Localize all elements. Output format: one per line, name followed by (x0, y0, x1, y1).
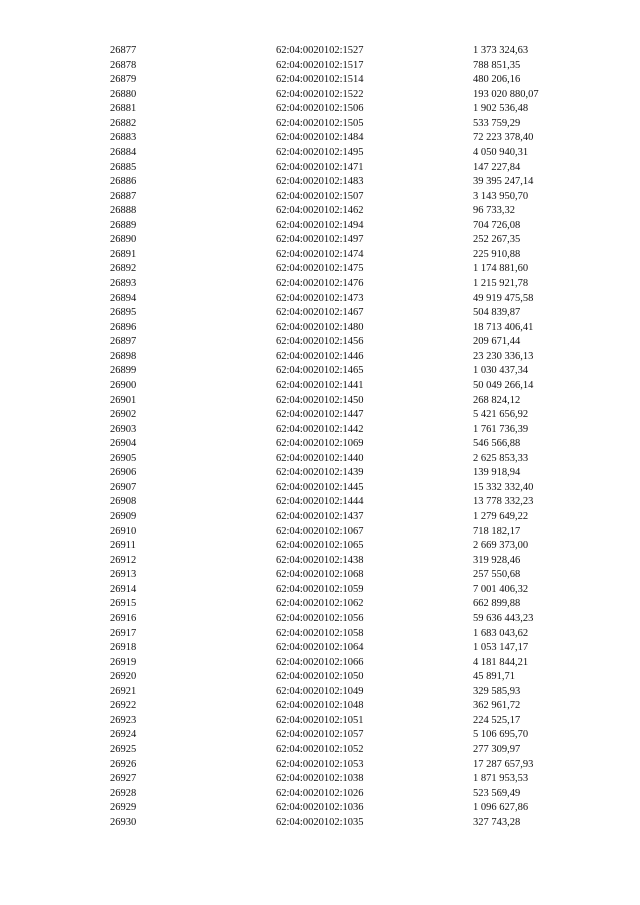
row-number-cell: 26900 (110, 379, 137, 391)
row-number-cell: 26882 (110, 117, 137, 129)
cadastral-value-cell: 23 230 336,13 (473, 350, 534, 362)
row-number-cell: 26920 (110, 671, 137, 683)
cadastral-number-cell: 62:04:0020102:1442 (276, 423, 364, 435)
row-number-cell: 26929 (110, 802, 137, 814)
table-row (110, 466, 593, 481)
row-number-cell: 26922 (110, 700, 137, 712)
cadastral-number-cell: 62:04:0020102:1048 (276, 700, 364, 712)
cadastral-value-cell: 5 106 695,70 (473, 729, 529, 741)
row-number-cell: 26910 (110, 525, 137, 537)
cadastral-value-cell: 1 096 627,86 (473, 802, 529, 814)
table-row (110, 335, 593, 350)
row-number-cell: 26930 (110, 816, 137, 828)
row-number-cell: 26889 (110, 219, 137, 231)
cadastral-number-cell: 62:04:0020102:1069 (276, 438, 364, 450)
cadastral-value-cell: 662 899,88 (473, 598, 521, 610)
table-row (110, 292, 593, 307)
row-number-cell: 26911 (110, 540, 136, 552)
row-number-cell: 26880 (110, 88, 137, 100)
cadastral-value-table (110, 44, 593, 830)
table-row (110, 597, 593, 612)
cadastral-value-cell: 72 223 378,40 (473, 132, 534, 144)
table-row (110, 627, 593, 642)
cadastral-number-cell: 62:04:0020102:1495 (276, 146, 364, 158)
cadastral-number-cell: 62:04:0020102:1440 (276, 452, 364, 464)
cadastral-value-cell: 2 625 853,33 (473, 452, 529, 464)
table-row (110, 481, 593, 496)
row-number-cell: 26912 (110, 554, 137, 566)
cadastral-value-cell: 1 030 437,34 (473, 365, 529, 377)
cadastral-number-cell: 62:04:0020102:1527 (276, 45, 364, 56)
cadastral-number-cell: 62:04:0020102:1057 (276, 729, 364, 741)
cadastral-number-cell: 62:04:0020102:1038 (276, 773, 364, 785)
cadastral-number-cell: 62:04:0020102:1474 (276, 248, 364, 260)
cadastral-value-cell: 1 174 881,60 (473, 263, 529, 275)
table-row (110, 59, 593, 74)
cadastral-value-cell: 327 743,28 (473, 816, 521, 828)
row-number-cell: 26902 (110, 409, 137, 421)
cadastral-number-cell: 62:04:0020102:1522 (276, 88, 364, 100)
cadastral-value-cell: 50 049 266,14 (473, 379, 534, 391)
cadastral-number-cell: 62:04:0020102:1056 (276, 612, 364, 624)
cadastral-number-cell: 62:04:0020102:1035 (276, 816, 364, 828)
table-row (110, 495, 593, 510)
table-row (110, 801, 593, 816)
cadastral-number-cell: 62:04:0020102:1450 (276, 394, 364, 406)
row-number-cell: 26887 (110, 190, 137, 202)
cadastral-value-cell: 59 636 443,23 (473, 612, 534, 624)
cadastral-value-cell: 4 181 844,21 (473, 656, 529, 668)
row-number-cell: 26881 (110, 103, 137, 115)
row-number-cell: 26898 (110, 350, 137, 362)
table-row (110, 321, 593, 336)
cadastral-number-cell: 62:04:0020102:1049 (276, 685, 364, 697)
table-row (110, 758, 593, 773)
cadastral-value-cell: 268 824,12 (473, 394, 521, 406)
cadastral-number-cell: 62:04:0020102:1439 (276, 467, 364, 479)
row-number-cell: 26913 (110, 569, 137, 581)
cadastral-number-cell: 62:04:0020102:1446 (276, 350, 364, 362)
cadastral-value-cell: 1 871 953,53 (473, 773, 529, 785)
row-number-cell: 26883 (110, 132, 137, 144)
cadastral-value-cell: 1 761 736,39 (473, 423, 529, 435)
row-number-cell: 26885 (110, 161, 137, 173)
cadastral-value-cell: 1 683 043,62 (473, 627, 529, 639)
cadastral-value-cell: 45 891,71 (473, 671, 515, 683)
cadastral-number-cell: 62:04:0020102:1497 (276, 234, 364, 246)
cadastral-number-cell: 62:04:0020102:1447 (276, 409, 364, 421)
cadastral-value-cell: 49 919 475,58 (473, 292, 534, 304)
cadastral-value-cell: 523 569,49 (473, 787, 521, 799)
cadastral-value-cell: 18 713 406,41 (473, 321, 534, 333)
cadastral-value-cell: 17 287 657,93 (473, 758, 534, 770)
row-number-cell: 26897 (110, 336, 137, 348)
row-number-cell: 26906 (110, 467, 137, 479)
cadastral-value-cell: 13 778 332,23 (473, 496, 534, 508)
cadastral-value-cell: 1 279 649,22 (473, 511, 529, 522)
table-row (110, 350, 593, 365)
cadastral-value-cell: 546 566,88 (473, 438, 521, 450)
row-number-cell: 26899 (110, 365, 137, 377)
table-row (110, 612, 593, 627)
row-number-cell: 26919 (110, 656, 137, 668)
row-number-cell: 26923 (110, 714, 137, 726)
row-number-cell: 26893 (110, 278, 137, 289)
table-row (110, 714, 593, 729)
cadastral-value-cell: 96 733,32 (473, 205, 515, 217)
row-number-cell: 26921 (110, 685, 137, 697)
cadastral-value-cell: 139 918,94 (473, 467, 521, 479)
table-row (110, 670, 593, 685)
table-row (110, 146, 593, 161)
cadastral-number-cell: 62:04:0020102:1507 (276, 190, 364, 202)
cadastral-number-cell: 62:04:0020102:1514 (276, 74, 364, 86)
table-row (110, 568, 593, 583)
table-row (110, 656, 593, 671)
cadastral-number-cell: 62:04:0020102:1506 (276, 103, 364, 115)
row-number-cell: 26924 (110, 729, 137, 741)
cadastral-number-cell: 62:04:0020102:1058 (276, 627, 364, 639)
cadastral-value-cell: 147 227,84 (473, 161, 521, 173)
cadastral-number-cell: 62:04:0020102:1484 (276, 132, 364, 144)
row-number-cell: 26877 (110, 45, 137, 56)
cadastral-value-cell: 704 726,08 (473, 219, 521, 231)
cadastral-value-cell: 39 395 247,14 (473, 176, 534, 188)
table-row (110, 743, 593, 758)
table-row (110, 437, 593, 452)
table-row (110, 787, 593, 802)
cadastral-number-cell: 62:04:0020102:1437 (276, 511, 364, 522)
cadastral-value-cell: 319 928,46 (473, 554, 521, 566)
row-number-cell: 26891 (110, 248, 137, 260)
row-number-cell: 26926 (110, 758, 137, 770)
row-number-cell: 26915 (110, 598, 137, 610)
cadastral-value-cell: 504 839,87 (473, 307, 521, 319)
cadastral-value-cell: 1 373 324,63 (473, 45, 529, 56)
table-row (110, 175, 593, 190)
cadastral-number-cell: 62:04:0020102:1062 (276, 598, 364, 610)
table-row (110, 364, 593, 379)
table-row (110, 248, 593, 263)
row-number-cell: 26901 (110, 394, 137, 406)
row-number-cell: 26888 (110, 205, 137, 217)
table-row (110, 102, 593, 117)
cadastral-number-cell: 62:04:0020102:1052 (276, 744, 364, 755)
cadastral-value-cell: 718 182,17 (473, 525, 521, 537)
cadastral-number-cell: 62:04:0020102:1476 (276, 278, 364, 289)
row-number-cell: 26884 (110, 146, 137, 158)
cadastral-number-cell: 62:04:0020102:1067 (276, 525, 364, 537)
cadastral-number-cell: 62:04:0020102:1465 (276, 365, 364, 377)
cadastral-value-cell: 533 759,29 (473, 117, 521, 129)
cadastral-number-cell: 62:04:0020102:1462 (276, 205, 364, 217)
row-number-cell: 26916 (110, 612, 137, 624)
cadastral-number-cell: 62:04:0020102:1517 (276, 59, 364, 71)
table-row (110, 73, 593, 88)
row-number-cell: 26928 (110, 787, 137, 799)
row-number-cell: 26927 (110, 773, 137, 785)
table-row (110, 554, 593, 569)
cadastral-value-cell: 480 206,16 (473, 74, 521, 86)
cadastral-value-cell: 193 020 880,07 (473, 88, 539, 100)
cadastral-value-cell: 1 053 147,17 (473, 642, 529, 654)
cadastral-value-cell: 4 050 940,31 (473, 146, 529, 158)
cadastral-value-cell: 362 961,72 (473, 700, 521, 712)
row-number-cell: 26907 (110, 481, 137, 493)
cadastral-number-cell: 62:04:0020102:1066 (276, 656, 364, 668)
cadastral-number-cell: 62:04:0020102:1053 (276, 758, 364, 770)
cadastral-number-cell: 62:04:0020102:1036 (276, 802, 364, 814)
table-row (110, 262, 593, 277)
row-number-cell: 26918 (110, 642, 137, 654)
cadastral-value-cell: 5 421 656,92 (473, 409, 529, 421)
cadastral-number-cell: 62:04:0020102:1480 (276, 321, 364, 333)
cadastral-number-cell: 62:04:0020102:1059 (276, 583, 364, 595)
cadastral-value-cell: 277 309,97 (473, 744, 521, 755)
row-number-cell: 26905 (110, 452, 137, 464)
cadastral-value-cell: 252 267,35 (473, 234, 521, 246)
cadastral-number-cell: 62:04:0020102:1505 (276, 117, 364, 129)
table-row (110, 772, 593, 787)
table-row (110, 583, 593, 598)
cadastral-number-cell: 62:04:0020102:1438 (276, 554, 364, 566)
row-number-cell: 26896 (110, 321, 137, 333)
row-number-cell: 26909 (110, 511, 137, 522)
cadastral-value-cell: 1 215 921,78 (473, 278, 529, 289)
table-row (110, 423, 593, 438)
cadastral-number-cell: 62:04:0020102:1473 (276, 292, 364, 304)
cadastral-number-cell: 62:04:0020102:1475 (276, 263, 364, 275)
cadastral-number-cell: 62:04:0020102:1467 (276, 307, 364, 319)
cadastral-value-cell: 209 671,44 (473, 336, 521, 348)
table-row (110, 306, 593, 321)
row-number-cell: 26895 (110, 307, 137, 319)
row-number-cell: 26904 (110, 438, 137, 450)
table-row (110, 204, 593, 219)
row-number-cell: 26892 (110, 263, 137, 275)
cadastral-value-cell: 3 143 950,70 (473, 190, 529, 202)
cadastral-number-cell: 62:04:0020102:1441 (276, 379, 364, 391)
cadastral-value-cell: 257 550,68 (473, 569, 521, 581)
cadastral-value-cell: 1 902 536,48 (473, 103, 529, 115)
row-number-cell: 26914 (110, 583, 137, 595)
table-row (110, 117, 593, 132)
table-row (110, 728, 593, 743)
cadastral-number-cell: 62:04:0020102:1065 (276, 540, 364, 552)
table-row (110, 816, 593, 831)
cadastral-value-cell: 2 669 373,00 (473, 540, 529, 552)
row-number-cell: 26917 (110, 627, 137, 639)
cadastral-number-cell: 62:04:0020102:1456 (276, 336, 364, 348)
cadastral-value-cell: 329 585,93 (473, 685, 521, 697)
table-row (110, 131, 593, 146)
row-number-cell: 26894 (110, 292, 137, 304)
table-row (110, 685, 593, 700)
table-row (110, 161, 593, 176)
table-row (110, 233, 593, 248)
cadastral-value-cell: 788 851,35 (473, 59, 521, 71)
row-number-cell: 26903 (110, 423, 137, 435)
row-number-cell: 26879 (110, 74, 137, 86)
table-row (110, 379, 593, 394)
cadastral-number-cell: 62:04:0020102:1026 (276, 787, 364, 799)
table-row (110, 277, 593, 292)
table-row (110, 88, 593, 103)
cadastral-value-cell: 15 332 332,40 (473, 481, 534, 493)
cadastral-number-cell: 62:04:0020102:1050 (276, 671, 364, 683)
row-number-cell: 26878 (110, 59, 137, 71)
cadastral-number-cell: 62:04:0020102:1445 (276, 481, 364, 493)
table-row (110, 525, 593, 540)
table-row (110, 510, 593, 525)
table-body (110, 44, 593, 830)
row-number-cell: 26886 (110, 176, 137, 188)
cadastral-number-cell: 62:04:0020102:1064 (276, 642, 364, 654)
table-row (110, 394, 593, 409)
cadastral-number-cell: 62:04:0020102:1483 (276, 176, 364, 188)
row-number-cell: 26890 (110, 234, 137, 246)
cadastral-value-cell: 225 910,88 (473, 248, 521, 260)
cadastral-value-cell: 7 001 406,32 (473, 583, 529, 595)
row-number-cell: 26925 (110, 744, 137, 755)
cadastral-number-cell: 62:04:0020102:1471 (276, 161, 364, 173)
cadastral-value-cell: 224 525,17 (473, 714, 521, 726)
table-row (110, 408, 593, 423)
cadastral-number-cell: 62:04:0020102:1051 (276, 714, 364, 726)
table-row (110, 699, 593, 714)
cadastral-number-cell: 62:04:0020102:1068 (276, 569, 364, 581)
row-number-cell: 26908 (110, 496, 137, 508)
table-row (110, 641, 593, 656)
table-row (110, 539, 593, 554)
cadastral-number-cell: 62:04:0020102:1444 (276, 496, 364, 508)
table-row (110, 190, 593, 205)
table-row (110, 219, 593, 234)
cadastral-number-cell: 62:04:0020102:1494 (276, 219, 364, 231)
table-row (110, 44, 593, 59)
table-row (110, 452, 593, 467)
